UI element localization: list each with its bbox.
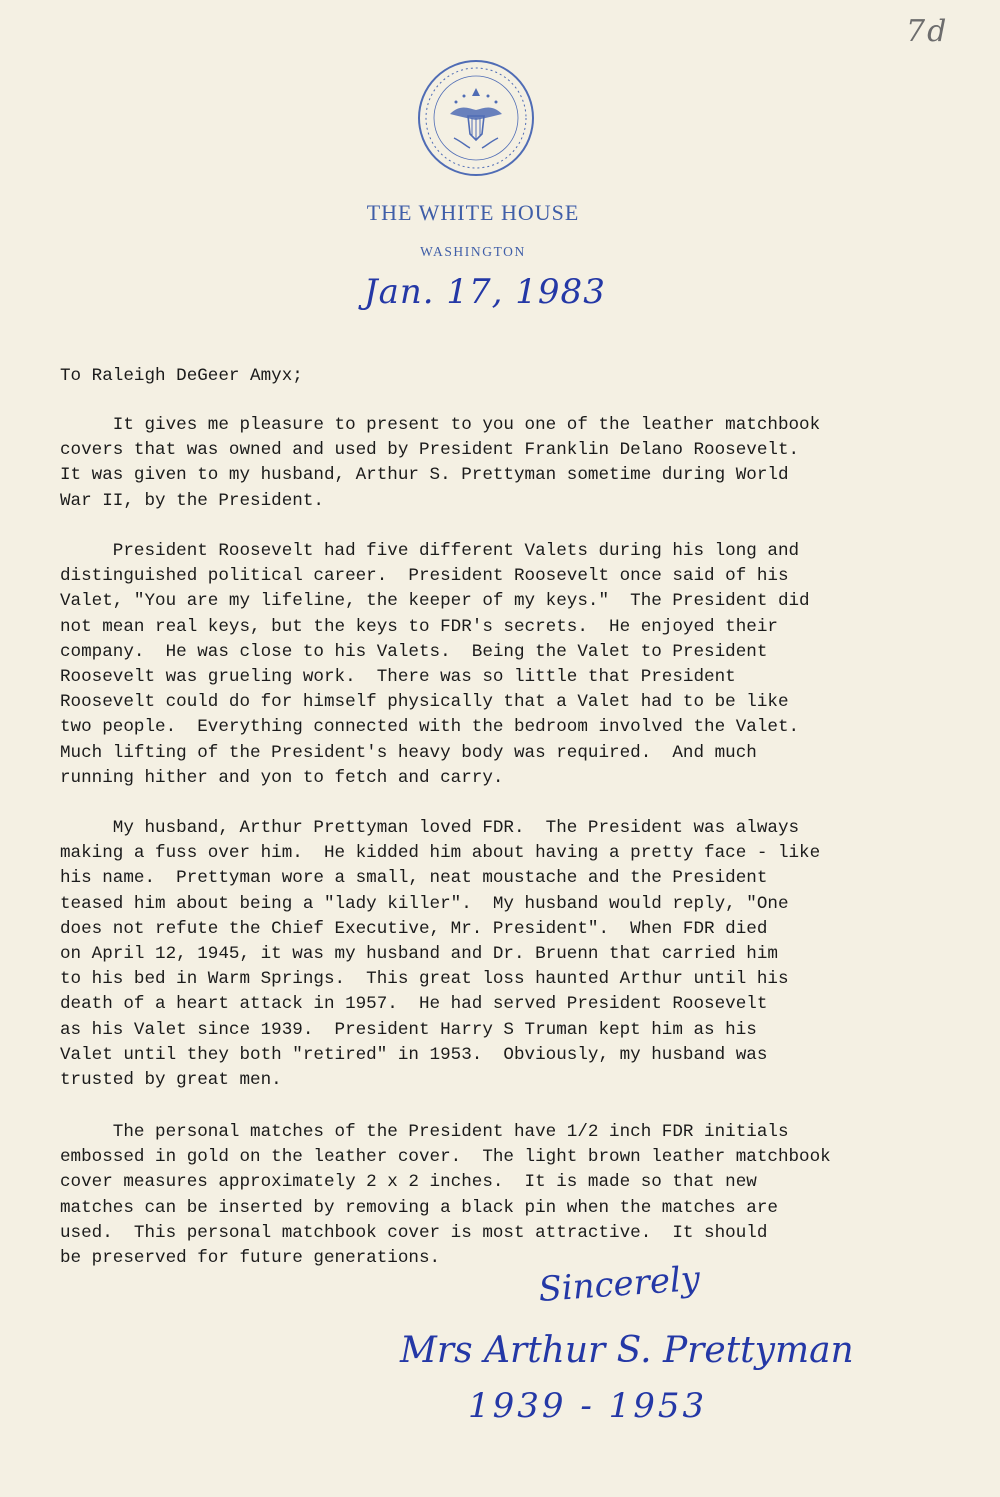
- paragraph-line: making a fuss over him. He kidded him about having a pretty face - like: [60, 843, 821, 864]
- paragraph-line: teased him about being a "lady killer". My husband would reply, "One: [60, 893, 789, 914]
- paragraph-line: running hither and yon to fetch and carry.: [60, 767, 504, 788]
- paragraph-line: My husband, Arthur Prettyman loved FDR. The President was always: [60, 818, 800, 838]
- paragraph-line: on April 12, 1945, it was my husband and Dr. Bruenn that carried him: [60, 944, 778, 965]
- paragraph-line: cover measures approximately 2 x 2 inches. It is made so that new: [60, 1172, 757, 1193]
- paragraph-line: Roosevelt was grueling work. There was so little that President: [60, 667, 736, 688]
- body-paragraph-4: [60, 1120, 990, 1271]
- paragraph-line: death of a heart attack in 1957. He had served President Roosevelt: [60, 994, 768, 1015]
- letterhead-title: THE WHITE HOUSE: [366, 200, 580, 225]
- paragraph-line: be preserved for future generations.: [60, 1248, 441, 1269]
- paragraph-line: President Roosevelt had five different Valets during his long and: [60, 541, 800, 561]
- body-paragraph-2: [60, 539, 990, 791]
- handwritten-signature: Mrs Arthur S. Prettyman: [400, 1330, 854, 1371]
- paragraph-line: as his Valet since 1939. President Harry S Truman kept him as his: [60, 1019, 757, 1040]
- handwritten-date: Jan. 17, 1983: [364, 272, 606, 312]
- paragraph-line: to his bed in Warm Springs. This great loss haunted Arthur until his: [60, 969, 789, 990]
- paragraph-line: his name. Prettyman wore a small, neat moustache and the President: [60, 868, 768, 889]
- body-paragraph-3: [60, 816, 990, 1093]
- paragraph-line: Valet, "You are my lifeline, the keeper of my keys." The President did: [60, 591, 810, 612]
- paragraph-line: two people. Everything connected with the bedroom involved the Valet.: [60, 717, 800, 738]
- paragraph-line: covers that was owned and used by President Franklin Delano Roosevelt.: [60, 440, 800, 461]
- paragraph-line: The personal matches of the President have 1/2 inch FDR initials: [60, 1122, 789, 1142]
- handwritten-closing: Sincerely: [537, 1258, 702, 1310]
- paragraph-line: Valet until they both "retired" in 1953. Obviously, my husband was: [60, 1044, 768, 1065]
- paragraph-line: Much lifting of the President's heavy body was required. And much: [60, 742, 757, 763]
- paragraph-line: company. He was close to his Valets. Being the Valet to President: [60, 641, 768, 662]
- paragraph-line: War II, by the President.: [60, 490, 324, 511]
- paragraph-line: It was given to my husband, Arthur S. Prettyman sometime during World: [60, 465, 789, 486]
- paragraph-line: trusted by great men.: [60, 1070, 282, 1091]
- paragraph-line: does not refute the Chief Executive, Mr. President". When FDR died: [60, 918, 768, 939]
- letterhead-subtitle: WASHINGTON: [420, 244, 526, 259]
- paragraph-line: matches can be inserted by removing a black pin when the matches are: [60, 1197, 778, 1218]
- paragraph-line: It gives me pleasure to present to you one of the leather matchbook: [60, 415, 821, 435]
- paragraph-line: used. This personal matchbook cover is most attractive. It should: [60, 1222, 768, 1243]
- handwritten-years: 1939 - 1953: [468, 1386, 708, 1426]
- paragraph-line: not mean real keys, but the keys to FDR's secrets. He enjoyed their: [60, 616, 778, 637]
- presidential-seal-icon: [416, 58, 536, 178]
- paragraph-line: Roosevelt could do for himself physically that a Valet had to be like: [60, 692, 789, 713]
- body-paragraph-1: [60, 413, 990, 514]
- salutation-line: To Raleigh DeGeer Amyx;: [60, 366, 303, 386]
- paragraph-line: embossed in gold on the leather cover. The light brown leather matchbook: [60, 1147, 831, 1168]
- paragraph-line: distinguished political career. President Roosevelt once said of his: [60, 566, 789, 587]
- corner-note: 7d: [906, 14, 949, 49]
- salutation: [60, 364, 990, 389]
